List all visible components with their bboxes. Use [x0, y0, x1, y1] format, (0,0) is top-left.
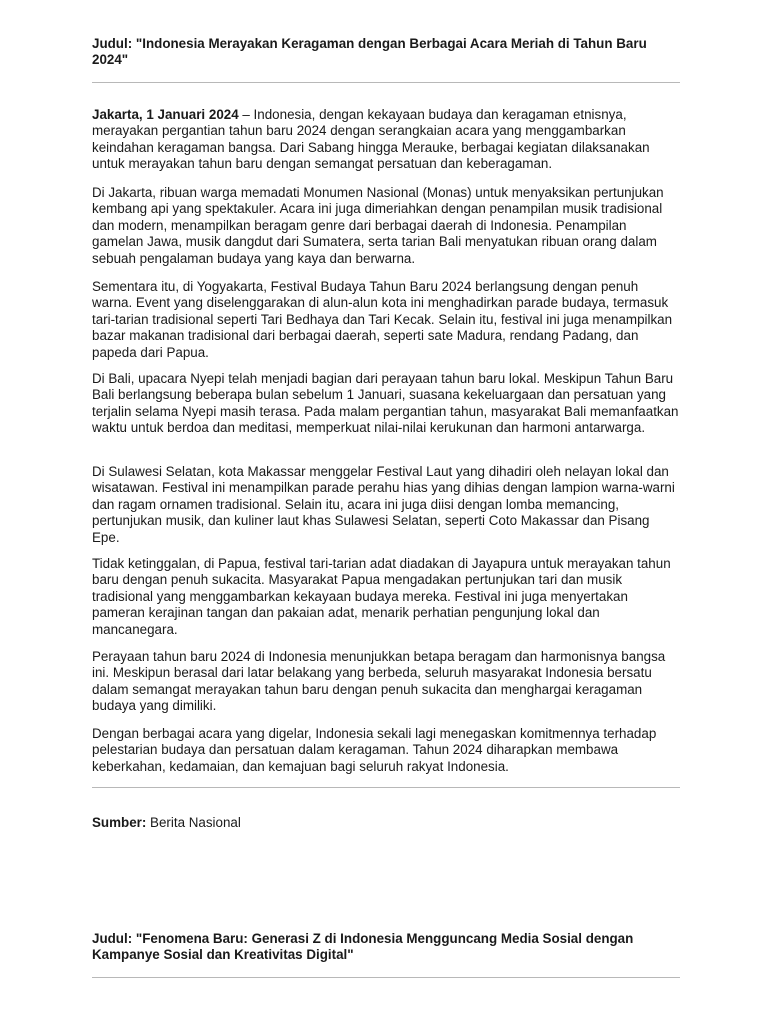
article-2-header — [92, 931, 680, 964]
paragraph-sulawesi: Di Sulawesi Selatan, kota Makassar menggelar Festival Laut yang dihadiri oleh nelayan lokal dan wisatawan. Festival ini menampilkan parade perahu hias yang dihias dengan lampion warna-warni dan ragam ornamen tradisional. Selain itu, acara ini juga diisi dengan lomba memancing, pertunjukan musik, dan kuliner laut khas Sulawesi Selatan, seperti Coto Makassar dan Pisang Epe. — [92, 464, 675, 545]
body-paragraph — [92, 371, 680, 437]
source-divider — [92, 787, 680, 788]
body-paragraph — [92, 556, 680, 638]
lead-text: – Indonesia, dengan kekayaan budaya dan keragaman etnisnya, merayakan pergantian tahun baru 2024 dengan serangkaian acara yang menggambarkan keindahan keragaman bangsa. Dari Sabang hingga Merauke, berbagai kegiatan dilaksanakan untuk merayakan tahun baru dengan semangat persatuan dan keberagaman. — [92, 107, 650, 172]
title-divider — [92, 82, 680, 83]
lead-paragraph — [92, 107, 680, 173]
source-label: Sumber: — [92, 815, 147, 830]
paragraph-papua: Tidak ketinggalan, di Papua, festival tari-tarian adat diadakan di Jayapura untuk merayakan tahun baru dengan penuh sukacita. Masyarakat Papua mengadakan pertunjukan tari dan musik tradisional yang menggambarkan kekayaan budaya mereka. Festival ini juga menyertakan pameran kerajinan tangan dan pakaian adat, menarik perhatian pengunjung lokal dan mancanegara. — [92, 556, 671, 637]
paragraph-yogyakarta: Sementara itu, di Yogyakarta, Festival Budaya Tahun Baru 2024 berlangsung dengan penuh warna. Event yang diselenggarakan di alun-alun kota ini menghadirkan parade budaya, termasuk tari-tarian tradisional seperti Tari Bedhaya dan Tari Kecak. Selain itu, festival ini juga menampilkan bazar makanan tradisional dari berbagai daerah, seperti sate Madura, rendang Padang, dan papeda dari Papua. — [92, 279, 673, 360]
paragraph-perayaan: Perayaan tahun baru 2024 di Indonesia menunjukkan betapa beragam dan harmonisnya bangsa ini. Meskipun berasal dari latar belakang yang berbeda, seluruh masyarakat Indonesia bersatu dalam semangat merayakan tahun baru dengan penuh sukacita dan menghargai keragaman budaya yang dimiliki. — [92, 649, 666, 714]
article-1-header — [92, 36, 680, 69]
dateline: Jakarta, 1 Januari 2024 — [92, 107, 239, 122]
body-paragraph — [92, 279, 680, 361]
article-2-title: Judul: "Fenomena Baru: Generasi Z di Indonesia Mengguncang Media Sosial dengan Kampanye Sosial dan Kreativitas Digital" — [92, 931, 634, 963]
body-paragraph — [92, 649, 680, 715]
body-paragraph — [92, 185, 680, 267]
paragraph-penutup: Dengan berbagai acara yang digelar, Indonesia sekali lagi menegaskan komitmennya terhadap pelestarian budaya dan persatuan dalam keragaman. Tahun 2024 diharapkan membawa keberkahan, kedamaian, dan kemajuan bagi seluruh rakyat Indonesia. — [92, 726, 657, 774]
paragraph-bali: Di Bali, upacara Nyepi telah menjadi bagian dari perayaan tahun baru lokal. Meskipun Tahun Baru Bali berlangsung beberapa bulan sebelum 1 Januari, suasana kekeluargaan dan persatuan yang terjalin selama Nyepi masih terasa. Pada malam pergantian tahun, masyarakat Bali memanfaatkan waktu untuk berdoa dan meditasi, memperkuat nilai-nilai kerukunan dan harmoni antarwarga. — [92, 371, 679, 436]
article-1-title: Judul: "Indonesia Merayakan Keragaman dengan Berbagai Acara Meriah di Tahun Baru 2024" — [92, 36, 647, 68]
body-paragraph — [92, 464, 680, 546]
source-line — [92, 815, 680, 831]
article-1-body — [92, 107, 680, 173]
source-value: Berita Nasional — [146, 815, 241, 830]
body-paragraph — [92, 726, 680, 775]
paragraph-jakarta: Di Jakarta, ribuan warga memadati Monumen Nasional (Monas) untuk menyaksikan pertunjukan kembang api yang spektakuler. Acara ini juga dimeriahkan dengan penampilan musik tradisional dan modern, menampilkan beragam genre dari berbagai daerah di Indonesia. Penampilan gamelan Jawa, musik dangdut dari Sumatera, serta tarian Bali menyatukan ribuan orang dalam sebuah pengalaman budaya yang kaya dan berwarna. — [92, 185, 664, 266]
title-divider-2 — [92, 977, 680, 978]
